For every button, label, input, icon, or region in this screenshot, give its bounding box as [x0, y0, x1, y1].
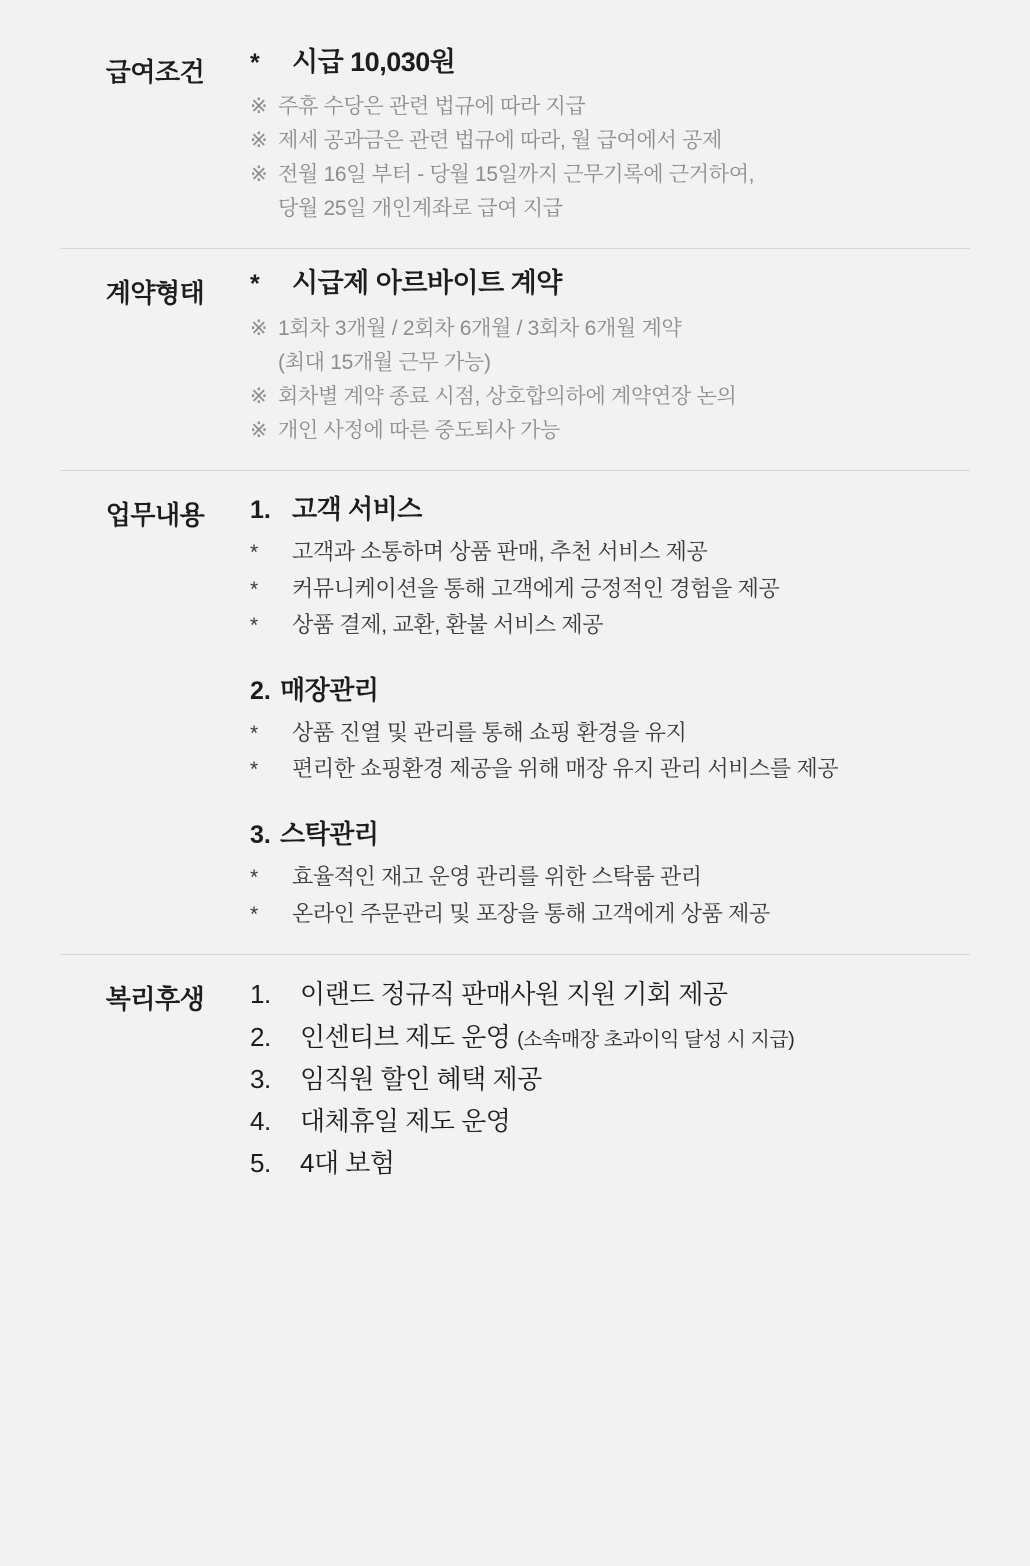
note-continuation: 당월 25일 개인계좌로 급여 지급: [278, 197, 563, 221]
section-job-duties: [60, 470, 970, 954]
section-label-cell: [60, 973, 250, 1016]
asterisk-icon: *: [250, 270, 260, 299]
note-text: 개인 사정에 따른 중도퇴사 가능: [278, 418, 560, 442]
note-text: 제세 공과금은 관련 법규에 따라, 월 급여에서 공제: [278, 129, 722, 153]
section-label: 계약형태: [105, 278, 205, 309]
benefit-main-text: 4대 보험: [300, 1147, 395, 1178]
asterisk-icon: *: [250, 49, 260, 77]
section-label-cell: [60, 489, 250, 532]
section-label: 급여조건: [105, 57, 205, 87]
asterisk-icon: *: [250, 721, 258, 745]
headline-row: [250, 46, 970, 78]
benefit-main-text: 대체휴일 제도 운영: [300, 1105, 511, 1136]
duty-item-text: 편리한 쇼핑환경 제공을 위해 매장 유지 관리 서비스를 제공: [292, 756, 839, 782]
benefit-main-text: 인센티브 제도 운영: [300, 1021, 518, 1052]
asterisk-icon: *: [250, 902, 258, 926]
section-label: 업무내용: [105, 499, 205, 530]
duty-item-text: 온라인 주문관리 및 포장을 통해 고객에게 상품 제공: [292, 900, 770, 926]
duty-group: [250, 670, 970, 788]
benefit-item: [250, 1016, 970, 1058]
duty-item: [250, 896, 970, 933]
duty-item: [250, 607, 970, 644]
section-body: [250, 489, 970, 932]
asterisk-icon: *: [250, 614, 258, 638]
asterisk-icon: *: [250, 577, 258, 601]
section-label-cell: [60, 267, 250, 310]
duty-item: [250, 571, 970, 608]
benefit-number: 3.: [250, 1063, 271, 1094]
benefit-text: [300, 1016, 970, 1058]
benefit-number: 2.: [250, 1021, 271, 1052]
section-body: [250, 973, 970, 1184]
reference-mark-icon: ※: [250, 418, 268, 442]
duty-item-text: 상품 결제, 교환, 환불 서비스 제공: [292, 612, 604, 638]
duty-heading: [250, 489, 970, 526]
section-contract-type: [60, 248, 970, 469]
duty-title: 매장관리: [280, 674, 379, 705]
duty-heading: [250, 814, 970, 851]
note-text: 회차별 계약 종료 시점, 상호합의하에 계약연장 논의: [278, 384, 737, 408]
duty-item: [250, 751, 970, 788]
asterisk-icon: *: [250, 758, 258, 782]
section-label-cell: [60, 46, 250, 89]
note-row: [250, 414, 970, 448]
section-pay-conditions: [60, 28, 970, 248]
section-benefits: [60, 954, 970, 1206]
note-row: [250, 312, 970, 346]
benefit-number: 5.: [250, 1147, 271, 1178]
benefit-item: [250, 1100, 970, 1142]
note-text: 1회차 3개월 / 2회차 6개월 / 3회차 6개월 계약: [278, 316, 682, 340]
benefit-sub-text: (소속매장 초과이익 달성 시 지급): [517, 1028, 795, 1051]
duty-number: 1.: [250, 495, 271, 524]
asterisk-icon: *: [250, 540, 258, 564]
note-continuation: (최대 15개월 근무 가능): [278, 350, 491, 374]
benefit-item: [250, 1142, 970, 1184]
duty-heading: [250, 670, 970, 707]
duty-item: [250, 715, 970, 752]
benefit-text: [300, 973, 970, 1015]
benefit-number: 1.: [250, 979, 271, 1010]
duty-group: [250, 814, 970, 932]
benefit-text: [300, 1100, 970, 1142]
duty-number: 2.: [250, 676, 271, 705]
benefit-text: [300, 1058, 970, 1100]
duty-title: 고객 서비스: [292, 493, 422, 524]
duty-item-text: 효율적인 재고 운영 관리를 위한 스탁룸 관리: [292, 864, 702, 890]
benefit-main-text: 임직원 할인 혜택 제공: [300, 1063, 542, 1094]
note-row: [250, 380, 970, 414]
duty-group: [250, 489, 970, 644]
benefit-item: [250, 1058, 970, 1100]
benefit-main-text: 이랜드 정규직 판매사원 지원 기회 제공: [300, 979, 728, 1010]
benefit-number: 4.: [250, 1105, 271, 1136]
section-body: [250, 46, 970, 226]
benefit-text: [300, 1142, 970, 1184]
duty-item: [250, 534, 970, 571]
note-text: 전월 16일 부터 - 당월 15일까지 근무기록에 근거하여,: [278, 163, 755, 187]
asterisk-icon: *: [250, 866, 258, 890]
headline-text: 시급 10,030원: [292, 47, 456, 77]
note-row: [250, 124, 970, 158]
benefit-item: [250, 973, 970, 1015]
headline-row: [250, 267, 970, 299]
reference-mark-icon: ※: [250, 129, 268, 153]
duty-item: [250, 859, 970, 896]
section-body: [250, 267, 970, 447]
note-row: [250, 158, 970, 192]
headline-text: 시급제 아르바이트 계약: [292, 268, 562, 299]
reference-mark-icon: ※: [250, 95, 268, 119]
section-label: 복리후생: [105, 984, 205, 1015]
duty-item-text: 커뮤니케이션을 통해 고객에게 긍정적인 경험을 제공: [292, 575, 780, 601]
note-text: 주휴 수당은 관련 법규에 따라 지급: [278, 95, 586, 119]
duty-item-text: 고객과 소통하며 상품 판매, 추천 서비스 제공: [292, 538, 708, 564]
duty-item-text: 상품 진열 및 관리를 통해 쇼핑 환경을 유지: [292, 719, 687, 745]
reference-mark-icon: ※: [250, 163, 268, 187]
duty-number: 3.: [250, 821, 271, 850]
note-row: [250, 90, 970, 124]
reference-mark-icon: ※: [250, 384, 268, 408]
reference-mark-icon: ※: [250, 316, 268, 340]
duty-title: 스탁관리: [280, 819, 379, 850]
